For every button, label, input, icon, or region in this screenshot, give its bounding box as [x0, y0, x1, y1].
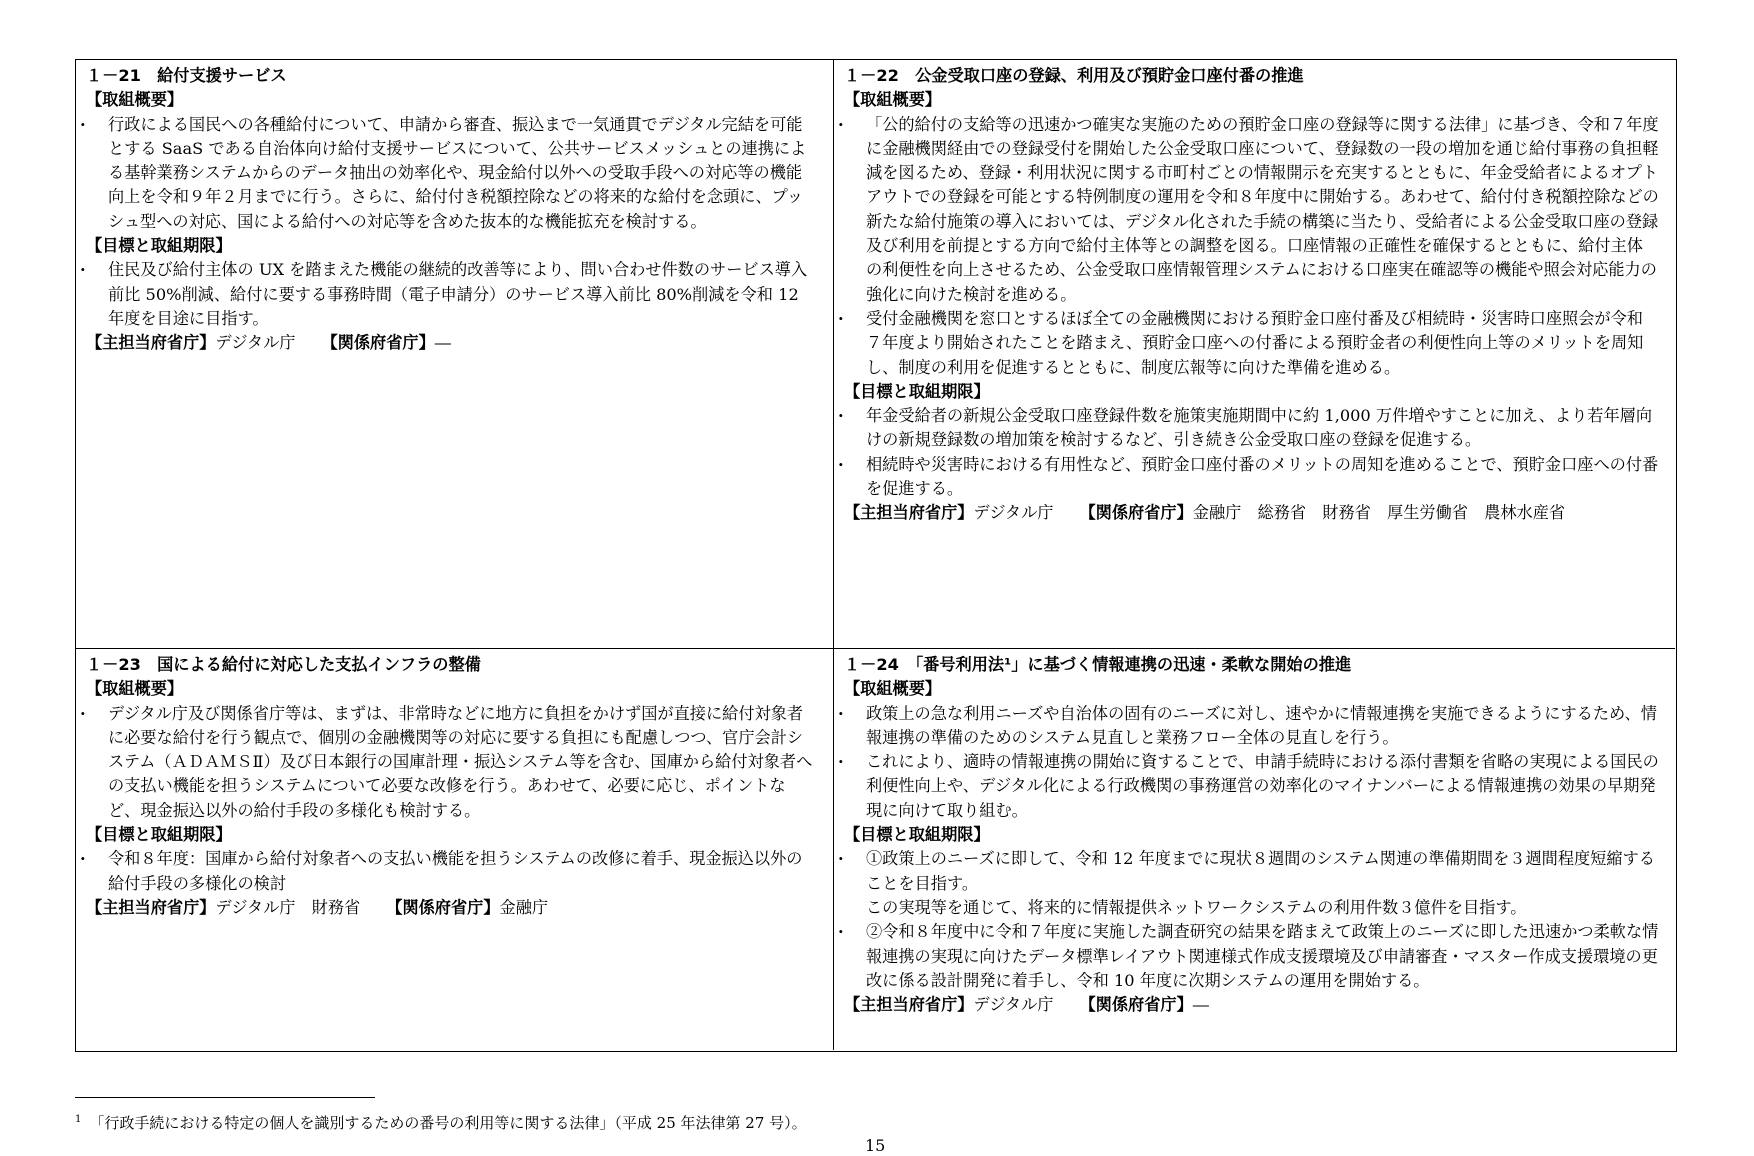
goal-list — [844, 920, 1659, 993]
goal-list — [844, 847, 1659, 896]
lead-ministry: デジタル庁 財務省 — [215, 897, 361, 917]
related-ministry: 金融庁 — [499, 897, 549, 917]
overview-heading: 【取組概要】 — [86, 679, 184, 699]
overview-heading: 【取組概要】 — [844, 90, 942, 110]
list-item: · 住民及び給付主体の UX を踏まえた機能の継続的改善等により、問い合わせ件数のサービス導入前比 50%削減、給付に要する事務時間（電子申請分）のサービス導入前比 80%削減を令和 12 年度を目途に目指す。 — [86, 258, 817, 331]
related-ministry-label: 【関係府省庁】 — [386, 897, 500, 917]
related-ministry-label: 【関係府省庁】 — [321, 333, 435, 353]
related-ministry: ― — [434, 333, 451, 353]
related-ministry-label: 【関係府省庁】 — [1079, 995, 1193, 1015]
list-item: · ②令和８年度中に令和７年度に実施した調査研究の結果を踏まえて政策上のニーズに即した迅速かつ柔軟な情報連携の実現に向けたデータ標準レイアウト関連様式作成支援環境及び申請審査・マスター作成支援環境の更改に係る設計開発に着手し、令和 10 年度に次期システムの運用を開始する。 — [844, 920, 1659, 993]
lead-ministry-label: 【主担当府省庁】 — [844, 995, 974, 1015]
ministry-line — [844, 501, 1659, 525]
goal-list — [86, 258, 817, 331]
list-item: · 政策上の急な利用ニーズや自治体の固有のニーズに対し、速やかに情報連携を実施できるようにするため、情報連携の準備のためのシステム見直しと業務フロー全体の見直しを行う。 — [844, 702, 1659, 751]
cell-1-21 — [76, 60, 834, 649]
lead-ministry: デジタル庁 — [215, 333, 296, 353]
footnote-rule — [75, 1097, 375, 1098]
cell-1-22 — [834, 60, 1675, 649]
item-title: １－24 「番号利用法¹」に基づく情報連携の迅速・柔軟な開始の推進 — [844, 655, 1352, 674]
overview-list — [844, 113, 1659, 380]
list-item: · ①政策上のニーズに即して、令和 12 年度までに現状８週間のシステム関連の準備期間を３週間程度短縮することを目指す。 — [844, 847, 1659, 896]
cell-1-23 — [76, 649, 834, 1050]
list-item: · 行政による国民への各種給付について、申請から審査、振込まで一気通貫でデジタル完結を可能とする SaaS である自治体向け給付支援サービスについて、公共サービスメッシュとの連携による基幹業務システムからのデータ抽出の効率化や、現金給付以外への受取手段への対応等の機能向上を令和９年２月までに行う。さらに、給付付き税額控除などの将来的な給付を念頭に、プッシュ型への対応、国による給付への対応等を含めた抜本的な機能拡充を検討する。 — [86, 113, 817, 234]
footnote-mark: 1 — [75, 1114, 82, 1125]
ministry-line — [86, 896, 817, 920]
overview-list — [844, 702, 1659, 823]
goal-heading: 【目標と取組期限】 — [86, 236, 232, 256]
item-title: １－21 給付支援サービス — [86, 66, 287, 85]
related-ministry: ― — [1192, 995, 1209, 1015]
lead-ministry: デジタル庁 — [973, 503, 1054, 523]
item-title: １－22 公金受取口座の登録、利用及び預貯金口座付番の推進 — [844, 66, 1304, 85]
overview-list — [86, 113, 817, 234]
goal-heading: 【目標と取組期限】 — [86, 825, 232, 845]
page-number: 15 — [865, 1136, 886, 1155]
measures-table — [75, 59, 1677, 1052]
cell-1-24 — [834, 649, 1675, 1050]
related-ministry: 金融庁 総務省 財務省 厚生労働省 農林水産省 — [1192, 503, 1566, 523]
ministry-line — [86, 331, 817, 355]
list-item: · 年金受給者の新規公金受取口座登録件数を施策実施期間中に約 1,000 万件増やすことに加え、より若年層向けの新規登録数の増加策を検討するなど、引き続き公金受取口座の登録を促進する。 — [844, 404, 1659, 453]
list-item: · 令和８年度：国庫から給付対象者への支払い機能を担うシステムの改修に着手、現金振込以外の給付手段の多様化の検討 — [86, 847, 817, 896]
list-item: · デジタル庁及び関係省庁等は、まずは、非常時などに地方に負担をかけず国が直接に給付対象者に必要な給付を行う観点で、個別の金融機関等の対応に要する負担にも配慮しつつ、官庁会計システム（ＡＤＡＭＳⅡ）及び日本銀行の国庫計理・振込システム等を含む、国庫から給付対象者への支払い機能を担うシステムについて必要な改修を行う。あわせて、必要に応じ、ポイントなど、現金振込以外の給付手段の多様化も検討する。 — [86, 702, 817, 823]
list-item: · 相続時や災害時における有用性など、預貯金口座付番のメリットの周知を進めることで、預貯金口座への付番を促進する。 — [844, 453, 1659, 502]
lead-ministry: デジタル庁 — [973, 995, 1054, 1015]
goal-sub-text: この実現等を通じて、将来的に情報提供ネットワークシステムの利用件数３億件を目指す。 — [866, 897, 1527, 917]
lead-ministry-label: 【主担当府省庁】 — [86, 897, 216, 917]
ministry-line — [844, 993, 1659, 1017]
goal-list — [844, 404, 1659, 501]
list-item: · 受付金融機関を窓口とするほぼ全ての金融機関における預貯金口座付番及び相続時・災害時口座照会が令和７年度より開始されたことを踏まえ、預貯金口座への付番による預貯金者の利便性向上等のメリットを周知し、制度の利用を促進するとともに、制度広報等に向けた準備を進める。 — [844, 307, 1659, 380]
lead-ministry-label: 【主担当府省庁】 — [86, 333, 216, 353]
overview-heading: 【取組概要】 — [844, 679, 942, 699]
list-item: · これにより、適時の情報連携の開始に資することで、申請手続時における添付書類を省略の実現による国民の利便性向上や、デジタル化による行政機関の事務運営の効率化のマイナンバーによる情報連携の効果の早期発現に向けて取り組む。 — [844, 750, 1659, 823]
related-ministry-label: 【関係府省庁】 — [1079, 503, 1193, 523]
goal-list — [86, 847, 817, 896]
overview-heading: 【取組概要】 — [86, 90, 184, 110]
goal-heading: 【目標と取組期限】 — [844, 825, 990, 845]
goal-heading: 【目標と取組期限】 — [844, 381, 990, 401]
list-item: · 「公的給付の支給等の迅速かつ確実な実施のための預貯金口座の登録等に関する法律」に基づき、令和７年度に金融機関経由での登録受付を開始した公金受取口座について、登録数の一段の増加を通じ給付事務の負担軽減を図るため、登録・利用状況に関する市町村ごとの情報開示を充実するとともに、年金受給者によるオプトアウトでの登録を可能とする特例制度の運用を令和８年度中に開始する。あわせて、給付付き税額控除などの新たな給付施策の導入においては、デジタル化された手続の構築に当たり、受給者による公金受取口座の登録及び利用を前提とする方向で給付主体等との調整を図る。口座情報の正確性を確保するとともに、給付主体の利便性を向上させるため、公金受取口座情報管理システムにおける口座実在確認等の機能や照会対応能力の強化に向けた検討を進める。 — [844, 113, 1659, 307]
overview-list — [86, 702, 817, 823]
footnote-text: 「行政手続における特定の個人を識別するための番号の利用等に関する法律」（平成 25 年法律第 27 号）。 — [89, 1114, 807, 1132]
item-title: １－23 国による給付に対応した支払インフラの整備 — [86, 655, 481, 674]
lead-ministry-label: 【主担当府省庁】 — [844, 503, 974, 523]
footnote — [75, 1110, 807, 1133]
